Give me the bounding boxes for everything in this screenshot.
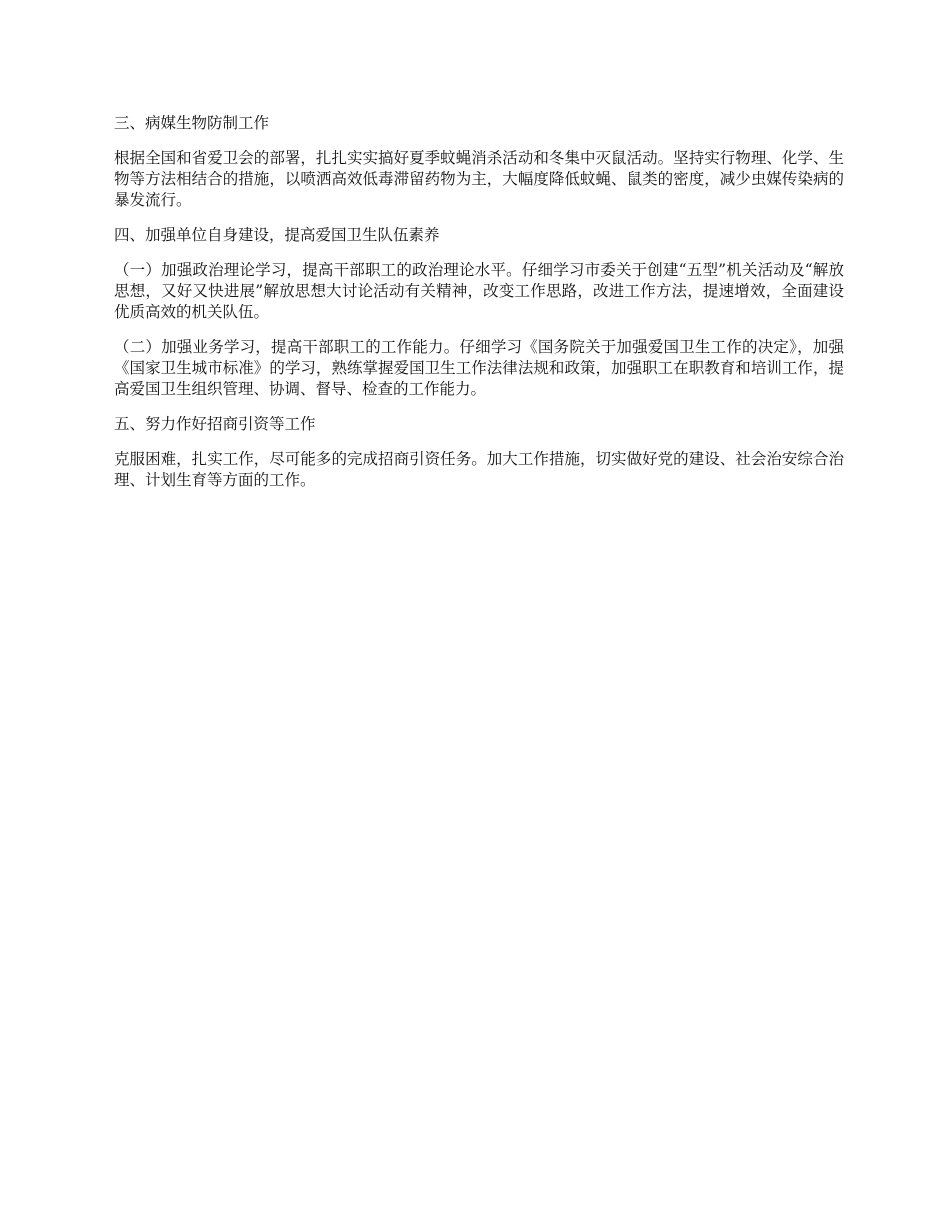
section-3-paragraph: 根据全国和省爱卫会的部署，扎扎实实搞好夏季蚊蝇消杀活动和冬集中灭鼠活动。坚持实行物理、化学、生物等方法相结合的措施，以喷洒高效低毒滞留药物为主，大幅度降低蚊蝇、鼠类的密度，减少虫媒传染病的暴发流行。 <box>114 149 844 209</box>
section-5-paragraph: 克服困难，扎实工作，尽可能多的完成招商引资任务。加大工作措施，切实做好党的建设、社会治安综合治理、计划生育等方面的工作。 <box>114 450 844 489</box>
section-3-heading: 三、病媒生物防制工作 <box>114 114 270 132</box>
section-4-heading: 四、加强单位自身建设，提高爱国卫生队伍素养 <box>114 226 440 244</box>
section-5-heading: 五、努力作好招商引资等工作 <box>114 415 316 433</box>
section-4-item-2-paragraph: （二）加强业务学习，提高干部职工的工作能力。仔细学习《国务院关于加强爱国卫生工作的决定》，加强《国家卫生城市标准》的学习，熟练掌握爱国卫生工作法律法规和政策，加强职工在职教育和培训工作，提高爱国卫生组织管理、协调、督导、检查的工作能力。 <box>114 338 844 398</box>
document-body <box>114 113 844 505</box>
section-4-item-1-paragraph: （一）加强政治理论学习，提高干部职工的政治理论水平。仔细学习市委关于创建“五型”机关活动及“解放思想，又好又快进展”解放思想大讨论活动有关精神，改变工作思路，改进工作方法，提速增效，全面建设优质高效的机关队伍。 <box>114 261 844 321</box>
